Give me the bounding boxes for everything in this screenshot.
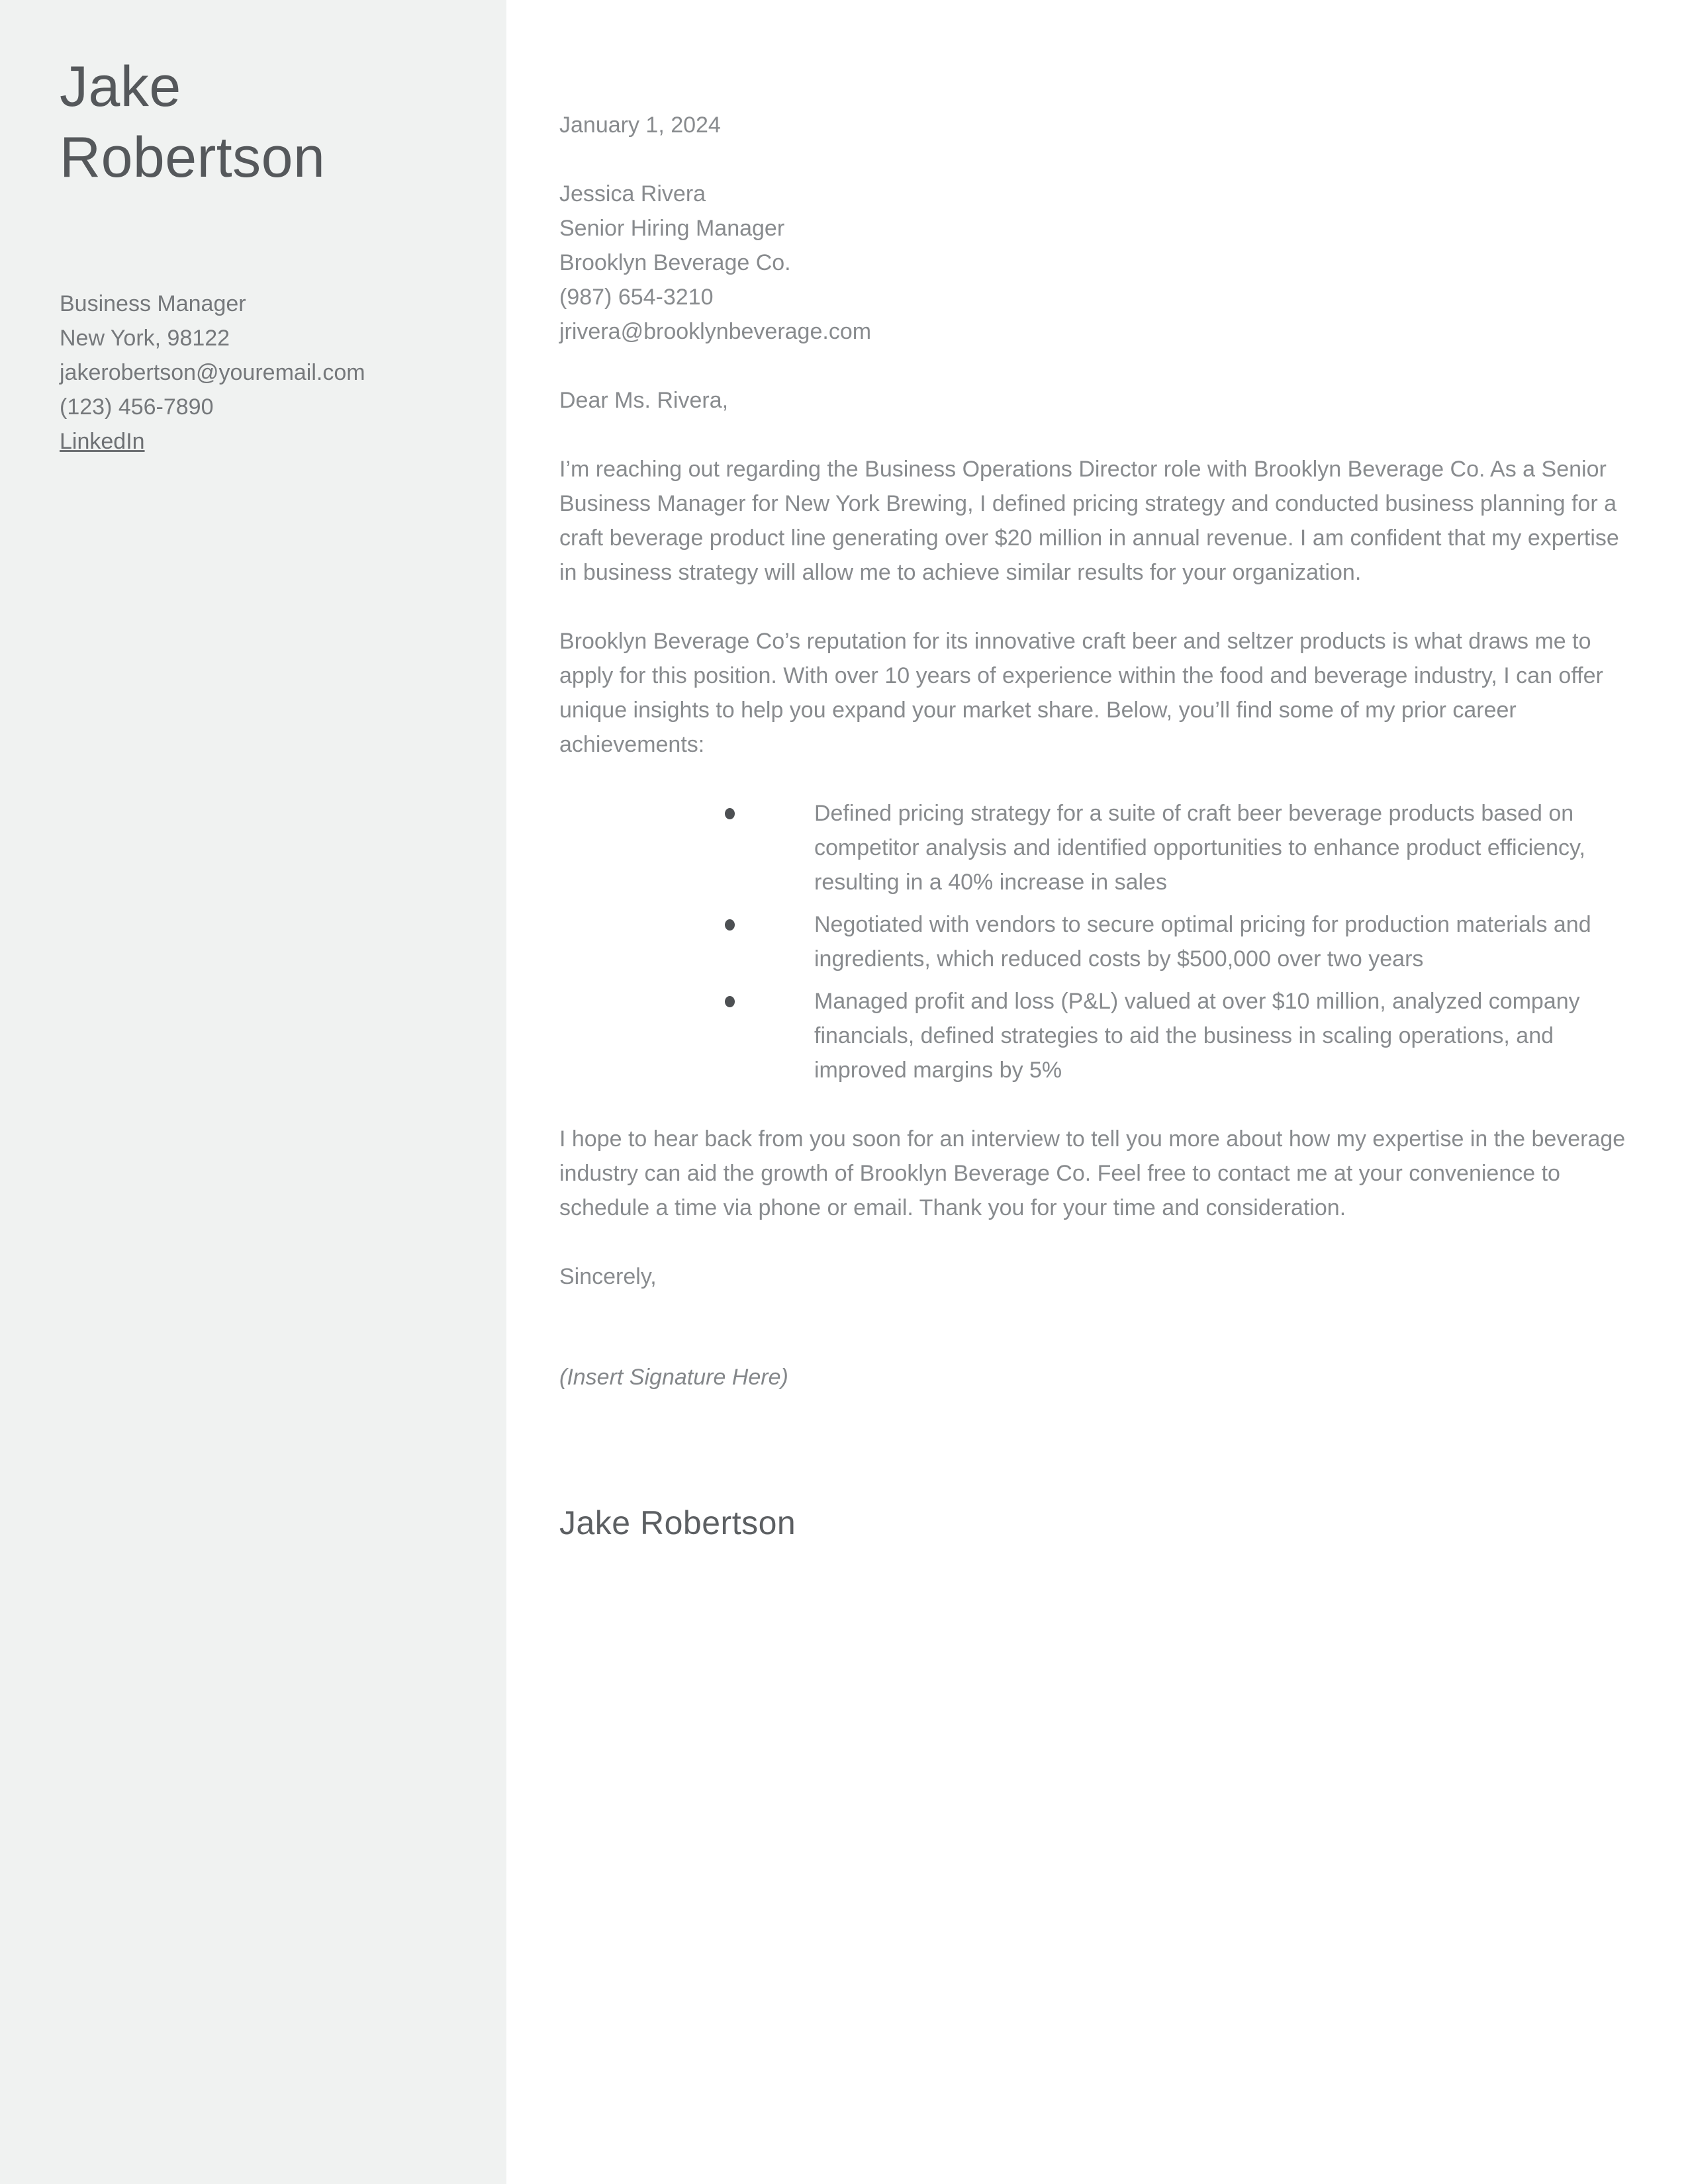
contact-location: New York, 98122 (60, 326, 230, 351)
closing-paragraph: I hope to hear back from you soon for an interview to tell you more about how my expertise in the beverage industry can aid the growth of Brooklyn Beverage Co. Feel free to contact me at your convenience to schedule a time via phone or email. Thank you for your time and consideration. (559, 1126, 1626, 1220)
recipient-name: Jessica Rivera (559, 181, 706, 206)
signature-name: Jake Robertson (559, 1504, 796, 1541)
paragraph-2: Brooklyn Beverage Co’s reputation for its innovative craft beer and seltzer products is what draws me to apply for this position. With over 10 years of experience within the food and beverage industry, I can offer unique insights to help you expand your market share. Below, you’ll find some of my prior career achievements: (559, 629, 1603, 757)
bullet-icon (725, 808, 735, 819)
achievement-text-1: Defined pricing strategy for a suite of craft beer beverage products based on competitor analysis and identified opportunities to enhance product efficiency, resulting in a 40% increase in sales (814, 801, 1585, 895)
recipient-email: jrivera@brooklynbeverage.com (559, 319, 872, 344)
achievement-text-3: Managed profit and loss (P&L) valued at over $10 million, analyzed company financials, defined strategies to aid the business in scaling operations, and improved margins by 5% (814, 989, 1580, 1083)
achievement-item-1 (725, 796, 1630, 899)
bullet-icon (725, 919, 735, 931)
recipient-block (559, 177, 1630, 349)
recipient-phone: (987) 654-3210 (559, 285, 714, 310)
sidebar (0, 0, 506, 2184)
signature-placeholder: (Insert Signature Here) (559, 1365, 788, 1390)
candidate-name-line1: Jake (60, 55, 181, 118)
letter-body (506, 0, 1688, 2184)
achievement-text-2: Negotiated with vendors to secure optimal pricing for production materials and ingredients, which reduced costs by $500,000 over two years (814, 912, 1591, 972)
valediction: Sincerely, (559, 1264, 657, 1289)
contact-email: jakerobertson@youremail.com (60, 360, 365, 386)
letter-date: January 1, 2024 (559, 113, 721, 138)
recipient-company: Brooklyn Beverage Co. (559, 250, 791, 275)
contact-phone: (123) 456-7890 (60, 394, 214, 420)
achievements-list (559, 796, 1630, 1087)
contact-job-title: Business Manager (60, 291, 246, 317)
salutation: Dear Ms. Rivera, (559, 388, 729, 413)
paragraph-1: I’m reaching out regarding the Business Operations Director role with Brooklyn Beverage Co. As a Senior Business Manager for New York Brewing, I defined pricing strategy and conducted business planning for a craft beverage product line generating over $20 million in annual revenue. I am confident that my expertise in business strategy will allow me to achieve similar results for your organization. (559, 457, 1619, 585)
bullet-icon (725, 996, 735, 1007)
linkedin-link[interactable]: LinkedIn (60, 429, 145, 455)
candidate-name (60, 52, 470, 193)
achievement-item-2 (725, 907, 1630, 976)
contact-block (60, 287, 470, 459)
achievement-item-3 (725, 984, 1630, 1087)
candidate-name-line2: Robertson (60, 125, 326, 189)
recipient-title: Senior Hiring Manager (559, 216, 785, 241)
